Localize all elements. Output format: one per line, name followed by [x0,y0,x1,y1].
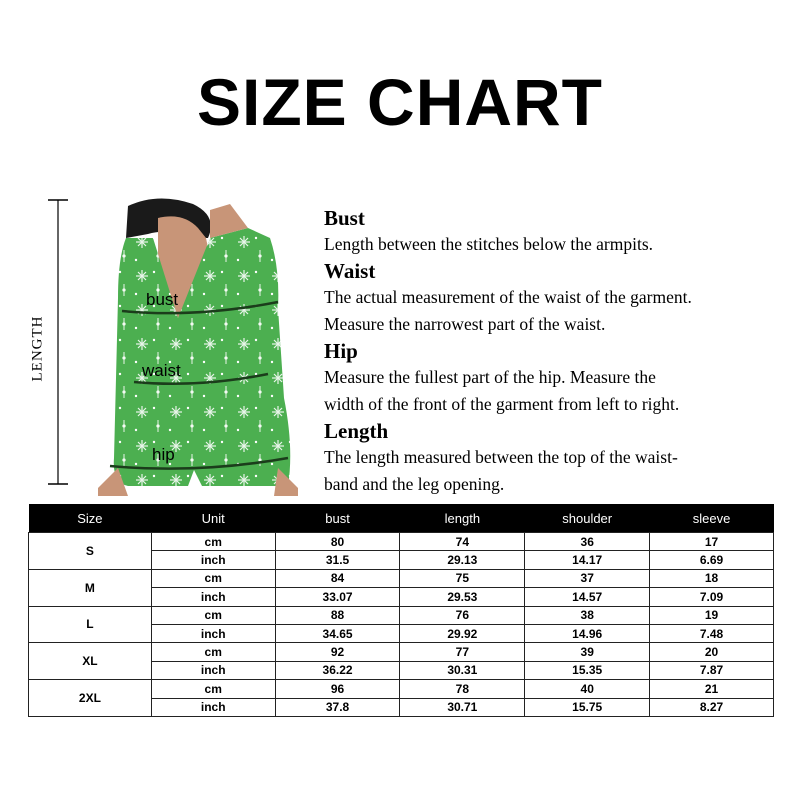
shoulder-cell: 14.17 [525,551,650,569]
definition-text: The length measured between the top of the waist- [324,447,678,467]
bust-cell: 80 [275,533,400,551]
unit-cell: cm [151,533,275,551]
definition-length [324,418,784,498]
sleeve-cell: 7.09 [650,588,774,606]
length-cell: 29.92 [400,624,525,642]
unit-cell: inch [151,698,275,716]
shoulder-cell: 14.96 [525,624,650,642]
sleeve-cell: 6.69 [650,551,774,569]
definition-text: band and the leg opening. [324,474,505,494]
hip-label: hip [152,445,175,464]
length-cell: 29.53 [400,588,525,606]
table-row [29,569,774,587]
sleeve-cell: 8.27 [650,698,774,716]
header-size: Size [29,504,152,533]
unit-cell: cm [151,643,275,661]
sleeve-cell: 17 [650,533,774,551]
length-cell: 74 [400,533,525,551]
bust-cell: 37.8 [275,698,400,716]
table-row [29,606,774,624]
definition-text: width of the front of the garment from left to right. [324,394,680,414]
shoulder-cell: 36 [525,533,650,551]
garment-figure [98,198,298,496]
length-cell: 78 [400,680,525,698]
sleeve-cell: 7.48 [650,624,774,642]
header-bust: bust [275,504,400,533]
page-title: SIZE CHART [197,65,603,139]
header-sleeve: sleeve [650,504,774,533]
bust-cell: 34.65 [275,624,400,642]
measurement-definitions [324,205,784,498]
bust-cell: 84 [275,569,400,587]
definition-title: Length [324,419,389,443]
sleeve-cell: 18 [650,569,774,587]
size-cell: M [29,569,152,606]
shoulder-cell: 39 [525,643,650,661]
length-cell: 30.71 [400,698,525,716]
unit-cell: cm [151,680,275,698]
shoulder-cell: 15.35 [525,661,650,679]
definition-text: Measure the narrowest part of the waist. [324,314,606,334]
size-cell: L [29,606,152,643]
shoulder-cell: 37 [525,569,650,587]
unit-cell: inch [151,661,275,679]
definition-hip [324,338,784,418]
definition-title: Waist [324,259,376,283]
table-row [29,533,774,551]
bust-cell: 31.5 [275,551,400,569]
shoulder-cell: 40 [525,680,650,698]
definition-text: The actual measurement of the waist of the garment. [324,287,692,307]
shoulder-cell: 14.57 [525,588,650,606]
waist-label: waist [142,361,181,380]
bust-cell: 96 [275,680,400,698]
header-unit: Unit [151,504,275,533]
length-cell: 77 [400,643,525,661]
definition-title: Bust [324,206,365,230]
definition-bust [324,205,784,258]
sleeve-cell: 19 [650,606,774,624]
length-label: LENGTH [29,315,46,382]
table-row [29,643,774,661]
definition-text: Measure the fullest part of the hip. Measure the [324,367,656,387]
bust-label: bust [146,290,179,309]
header-shoulder: shoulder [525,504,650,533]
unit-cell: inch [151,624,275,642]
bust-cell: 88 [275,606,400,624]
unit-cell: cm [151,606,275,624]
bust-cell: 36.22 [275,661,400,679]
sleeve-cell: 7.87 [650,661,774,679]
length-cell: 30.31 [400,661,525,679]
definition-waist [324,258,784,338]
table-row [29,680,774,698]
unit-cell: inch [151,551,275,569]
length-cell: 75 [400,569,525,587]
size-table [28,504,774,717]
bust-cell: 33.07 [275,588,400,606]
size-cell: XL [29,643,152,680]
model-illustration [98,198,298,496]
definition-title: Hip [324,339,358,363]
sleeve-cell: 21 [650,680,774,698]
definition-text: Length between the stitches below the armpits. [324,234,654,254]
table-header-row [29,504,774,533]
header-length: length [400,504,525,533]
size-cell: 2XL [29,680,152,717]
shoulder-cell: 38 [525,606,650,624]
bust-cell: 92 [275,643,400,661]
length-cell: 76 [400,606,525,624]
unit-cell: inch [151,588,275,606]
shoulder-cell: 15.75 [525,698,650,716]
size-cell: S [29,533,152,570]
length-cell: 29.13 [400,551,525,569]
unit-cell: cm [151,569,275,587]
sleeve-cell: 20 [650,643,774,661]
